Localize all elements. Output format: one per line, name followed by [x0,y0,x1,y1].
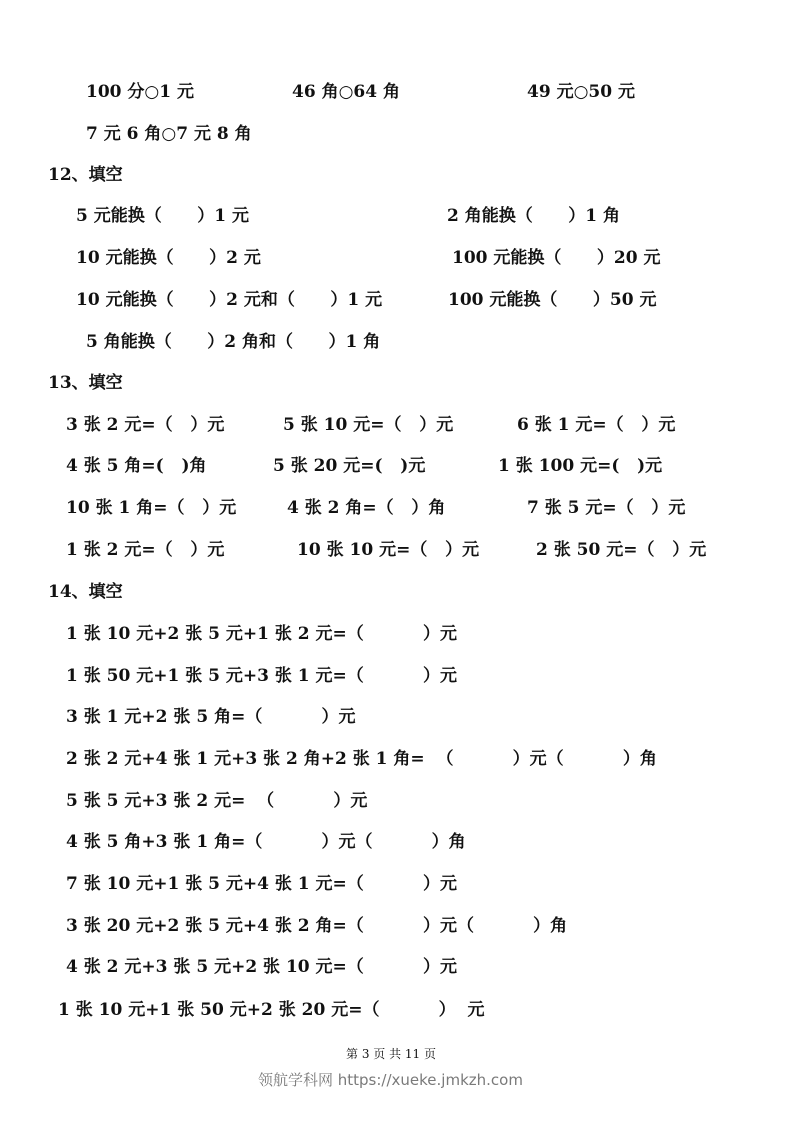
fill-blank-item: 100 元能换（ ）20 元 [452,248,661,268]
watermark-text: 领航学科网 https://xueke.jmkzh.com [258,1071,523,1089]
fill-blank-item: 1 张 2 元=（ ）元 [66,540,225,560]
fill-blank-item: 10 张 10 元=（ ）元 [297,540,480,560]
page-number: 第 3 页 共 11 页 [346,1047,436,1061]
fill-blank-item: 10 元能换（ ）2 元 [76,248,261,268]
fill-blank-line: 1 张 50 元+1 张 5 元+3 张 1 元=（ ）元 [66,666,457,686]
fill-blank-line: 4 张 2 元+3 张 5 元+2 张 10 元=（ ）元 [66,957,457,977]
fill-blank-line: 4 张 5 角+3 张 1 角=（ ）元（ ）角 [66,832,466,852]
question-14-title: 14、填空 [48,582,123,602]
fill-blank-line: 1 张 10 元+1 张 50 元+2 张 20 元=（ ） 元 [58,1000,485,1020]
fill-blank-item: 5 角能换（ ）2 角和（ ）1 角 [86,332,381,352]
fill-blank-item: 10 张 1 角=（ ）元 [66,498,237,518]
fill-blank-line: 3 张 20 元+2 张 5 元+4 张 2 角=（ ）元（ ）角 [66,916,568,936]
fill-blank-item: 4 张 2 角=（ ）角 [287,498,446,518]
compare-item: 46 角○64 角 [292,82,400,102]
fill-blank-item: 2 角能换（ ）1 角 [447,206,621,226]
compare-item: 100 分○1 元 [86,82,194,102]
fill-blank-item: 100 元能换（ ）50 元 [448,290,657,310]
fill-blank-item: 3 张 2 元=（ ）元 [66,415,225,435]
question-13-title: 13、填空 [48,373,123,393]
question-12-title: 12、填空 [48,165,123,185]
fill-blank-item: 10 元能换（ ）2 元和（ ）1 元 [76,290,383,310]
fill-blank-item: 2 张 50 元=（ ）元 [536,540,707,560]
fill-blank-item: 7 张 5 元=（ ）元 [527,498,686,518]
fill-blank-line: 2 张 2 元+4 张 1 元+3 张 2 角+2 张 1 角= （ ）元（ ）角 [66,749,657,769]
fill-blank-line: 5 张 5 元+3 张 2 元= （ ）元 [66,791,368,811]
fill-blank-line: 1 张 10 元+2 张 5 元+1 张 2 元=（ ）元 [66,624,457,644]
fill-blank-item: 5 元能换（ ）1 元 [76,206,250,226]
fill-blank-item: 5 张 20 元=( )元 [273,456,426,476]
compare-item: 49 元○50 元 [527,82,635,102]
fill-blank-line: 3 张 1 元+2 张 5 角=（ ）元 [66,707,356,727]
fill-blank-item: 6 张 1 元=（ ）元 [517,415,676,435]
compare-item: 7 元 6 角○7 元 8 角 [86,124,252,144]
fill-blank-item: 1 张 100 元=( )元 [498,456,663,476]
fill-blank-item: 4 张 5 角=( )角 [66,456,207,476]
fill-blank-item: 5 张 10 元=（ ）元 [283,415,454,435]
fill-blank-line: 7 张 10 元+1 张 5 元+4 张 1 元=（ ）元 [66,874,457,894]
